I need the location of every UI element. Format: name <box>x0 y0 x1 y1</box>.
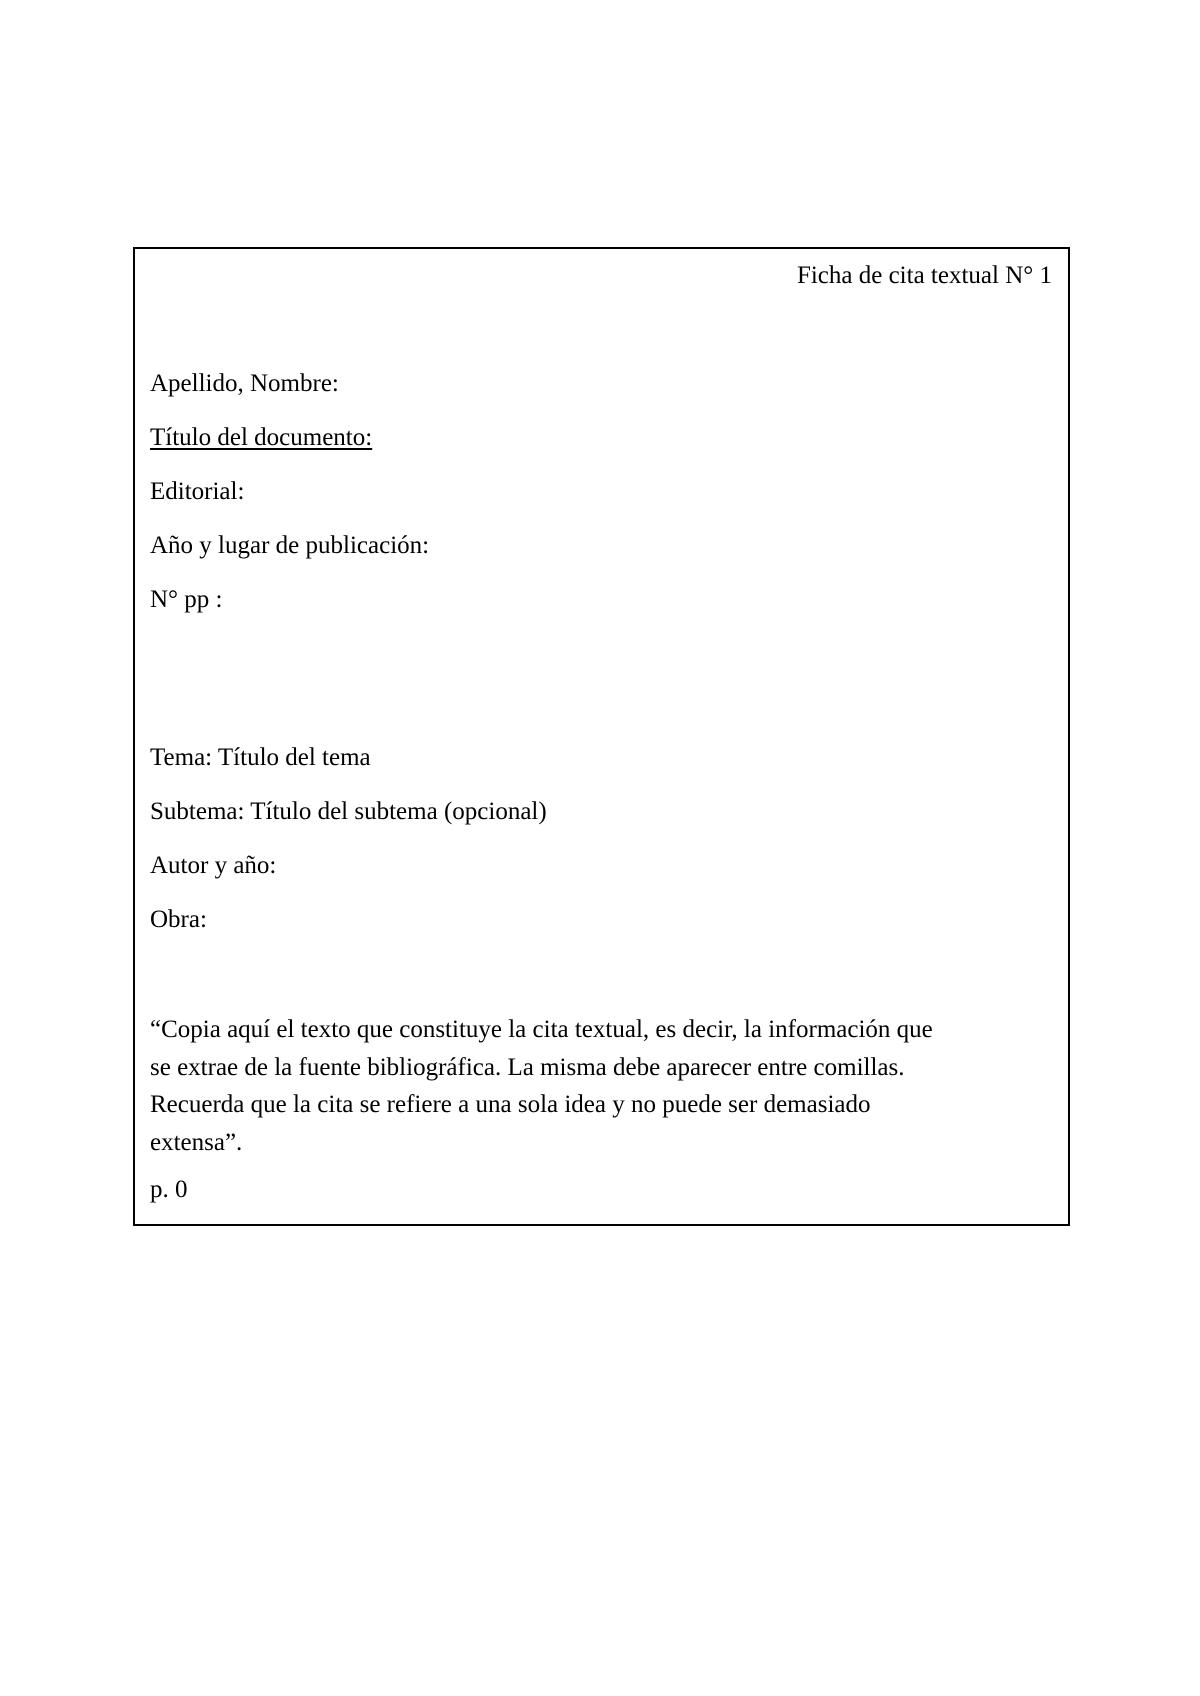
publisher-field: Editorial: <box>150 478 245 505</box>
quote-text <box>150 1011 1050 1161</box>
page-reference: p. 0 <box>150 1176 188 1203</box>
quote-line: “Copia aquí el texto que constituye la cita textual, es decir, la información que <box>150 1016 933 1043</box>
topic-field: Tema: Título del tema <box>150 744 371 771</box>
year-place-field: Año y lugar de publicación: <box>150 532 430 559</box>
quote-line: se extrae de la fuente bibliográfica. La misma debe aparecer entre comillas. <box>150 1053 905 1081</box>
work-field: Obra: <box>150 906 207 933</box>
quote-line: extensa”. <box>150 1128 243 1156</box>
pages-field: N° pp : <box>150 586 223 613</box>
subtopic-field: Subtema: Título del subtema (opcional) <box>150 798 547 825</box>
author-name-field: Apellido, Nombre: <box>150 370 339 397</box>
author-year-field: Autor y año: <box>150 852 277 879</box>
document-title-field: Título del documento: <box>150 424 373 451</box>
quote-line: Recuerda que la cita se refiere a una sola idea y no puede ser demasiado <box>150 1091 871 1118</box>
card-header: Ficha de cita textual N° 1 <box>796 262 1052 289</box>
citation-card <box>133 247 1070 1226</box>
